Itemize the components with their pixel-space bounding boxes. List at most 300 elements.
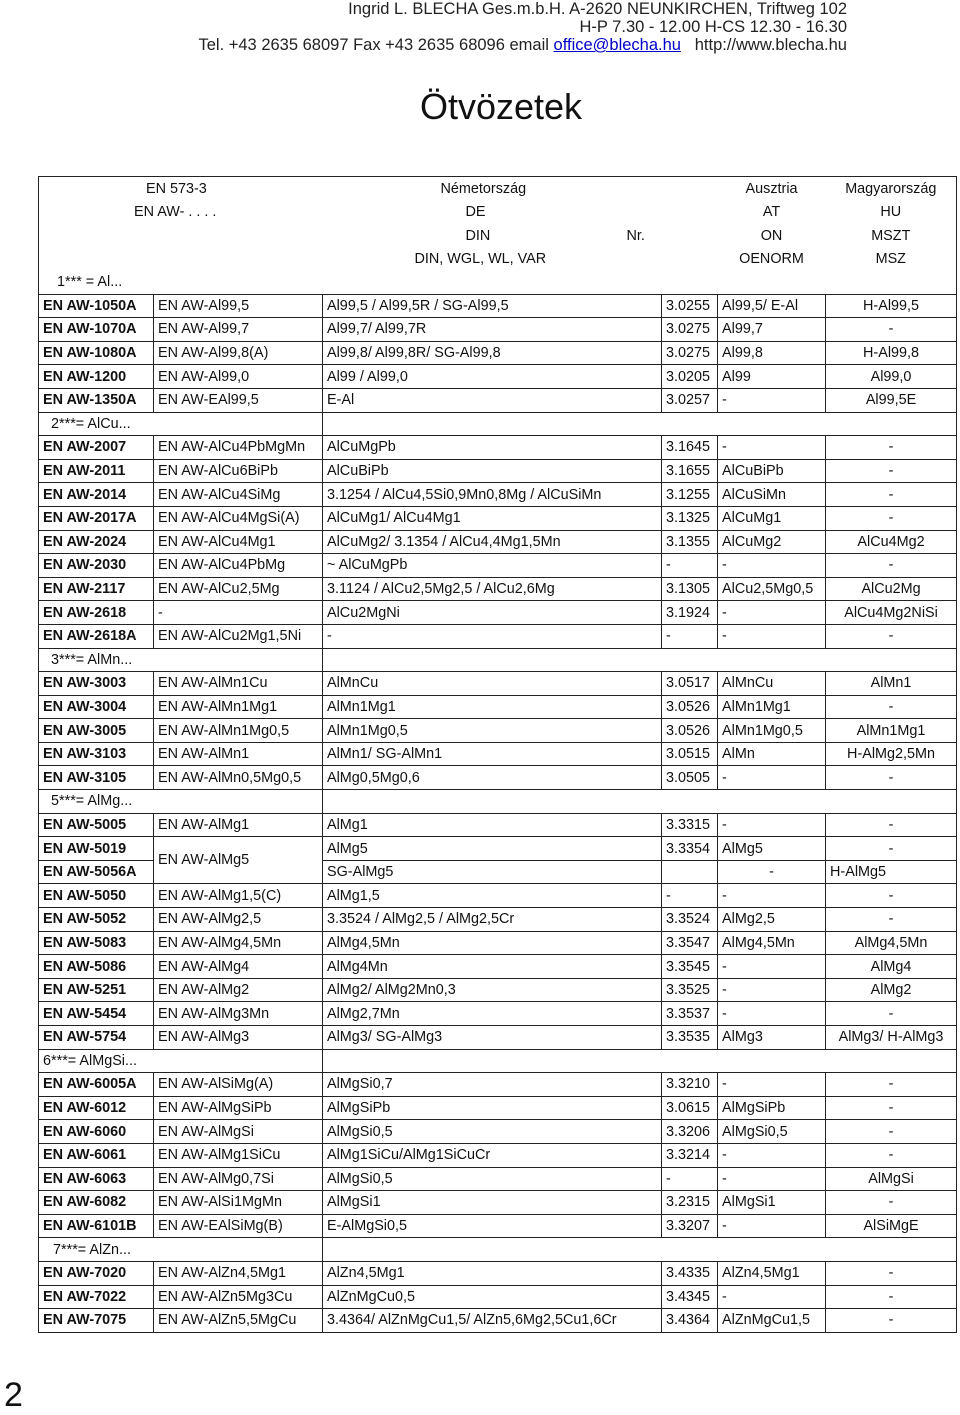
- group-row: [39, 648, 957, 672]
- table-row: [39, 742, 957, 766]
- table-cell: EN AW-AlMgSi: [154, 1120, 323, 1144]
- table-cell: EN AW-1050A: [39, 294, 154, 318]
- table-cell: EN AW-AlCu2Mg1,5Ni: [154, 624, 323, 648]
- col-header-at-code: AT: [762, 204, 781, 221]
- page-number: 2: [4, 1376, 23, 1414]
- table-cell: 3.0255: [662, 294, 718, 318]
- table-cell: -: [718, 813, 826, 837]
- table-cell: EN AW-Al99,7: [154, 318, 323, 342]
- table-cell: 3.1325: [662, 506, 718, 530]
- table-cell: EN AW-1200: [39, 365, 154, 389]
- group-label: 1*** = Al...: [39, 271, 957, 294]
- table-row: [39, 624, 957, 648]
- table-cell: 3.3210: [662, 1073, 718, 1097]
- table-cell: AlMnCu: [323, 672, 662, 696]
- table-cell: EN AW-AlCu4SiMg: [154, 483, 323, 507]
- table-cell: EN AW-AlZn5,5MgCu: [154, 1309, 323, 1333]
- table-cell: EN AW-AlCu6BiPb: [154, 459, 323, 483]
- table-cell: AlCuMg1: [718, 506, 826, 530]
- table-row: [39, 1073, 957, 1097]
- table-cell: H-Al99,5: [826, 294, 957, 318]
- group-label: 6***= AlMgSi...: [39, 1049, 323, 1073]
- table-row: [39, 719, 957, 743]
- table-cell: EN AW-6061: [39, 1143, 154, 1167]
- table-row: [39, 1309, 957, 1333]
- table-cell: -: [826, 695, 957, 719]
- table-row: [39, 1002, 957, 1026]
- table-row: [39, 813, 957, 837]
- table-row: [39, 1026, 957, 1050]
- table-cell: -: [718, 1214, 826, 1238]
- table-cell: EN AW-AlMn1Mg1: [154, 695, 323, 719]
- table-cell: EN AW-5086: [39, 955, 154, 979]
- table-cell: AlMg4,5Mn: [718, 931, 826, 955]
- group-row: [39, 790, 957, 814]
- table-cell: EN AW-AlMn1Cu: [154, 672, 323, 696]
- table-cell: EN AW-AlMg1,5(C): [154, 884, 323, 908]
- table-cell: EN AW-AlCu4Mg1: [154, 530, 323, 554]
- table-cell: EN AW-AlCu2,5Mg: [154, 577, 323, 601]
- table-cell: AlMg0,5Mg0,6: [323, 766, 662, 790]
- table-cell: EN AW-EAl99,5: [154, 388, 323, 412]
- table-cell: Al99,5E: [826, 388, 957, 412]
- table-cell: 3.1124 / AlCu2,5Mg2,5 / AlCu2,6Mg: [323, 577, 662, 601]
- table-cell: -: [826, 884, 957, 908]
- header-row-1: [39, 177, 957, 201]
- table-row: [39, 436, 957, 460]
- table-cell: AlMgSiPb: [323, 1096, 662, 1120]
- table-cell: -: [718, 978, 826, 1002]
- table-row: [39, 1285, 957, 1309]
- table-cell: Al99,0: [826, 365, 957, 389]
- table-cell: 3.0275: [662, 318, 718, 342]
- table-cell: -: [718, 884, 826, 908]
- table-cell: EN AW-AlSi1MgMn: [154, 1191, 323, 1215]
- table-cell: AlCu2Mg: [826, 577, 957, 601]
- table-cell: AlMgSi0,7: [323, 1073, 662, 1097]
- table-cell: AlMgSi0,5: [323, 1167, 662, 1191]
- table-cell: -: [826, 318, 957, 342]
- table-cell: -: [718, 554, 826, 578]
- table-row: [39, 1214, 957, 1238]
- col-header-hu: Magyarország: [826, 177, 957, 201]
- table-cell: AlMg4,5Mn: [323, 931, 662, 955]
- table-cell: EN AW-6060: [39, 1120, 154, 1144]
- table-cell: ~ AlCuMgPb: [323, 554, 662, 578]
- table-cell: EN AW-2011: [39, 459, 154, 483]
- table-cell: EN AW-AlMg4: [154, 955, 323, 979]
- table-cell: Al99,5 / Al99,5R / SG-Al99,5: [323, 294, 662, 318]
- table-cell: AlMn1Mg1: [718, 695, 826, 719]
- table-cell: 3.0615: [662, 1096, 718, 1120]
- table-cell: EN AW-2014: [39, 483, 154, 507]
- table-cell: EN AW-5050: [39, 884, 154, 908]
- opening-hours: H-P 7.30 - 12.00 H-CS 12.30 - 16.30: [579, 18, 847, 36]
- table-cell: EN AW-AlMg0,7Si: [154, 1167, 323, 1191]
- table-cell: 3.4364: [662, 1309, 718, 1333]
- col-header-at: Ausztria: [718, 177, 826, 201]
- table-cell: AlMgSi0,5: [718, 1120, 826, 1144]
- table-cell: EN AW-5005: [39, 813, 154, 837]
- table-cell: EN AW-3105: [39, 766, 154, 790]
- table-cell: 3.4335: [662, 1261, 718, 1285]
- table-cell: 3.1645: [662, 436, 718, 460]
- table-cell: EN AW-AlMn1Mg0,5: [154, 719, 323, 743]
- table-cell: AlCu2,5Mg0,5: [718, 577, 826, 601]
- table-cell: EN AW-2618: [39, 601, 154, 625]
- table-cell: EN AW-AlCu4PbMg: [154, 554, 323, 578]
- table-cell: EN AW-5251: [39, 978, 154, 1002]
- table-cell: -: [662, 624, 718, 648]
- table-cell: AlMnCu: [718, 672, 826, 696]
- table-cell: EN AW-3004: [39, 695, 154, 719]
- table-cell: 3.4345: [662, 1285, 718, 1309]
- table-cell: -: [826, 459, 957, 483]
- group-row: [39, 1238, 957, 1262]
- table-row: [39, 1120, 957, 1144]
- table-cell: 3.3537: [662, 1002, 718, 1026]
- table-cell: 3.0275: [662, 341, 718, 365]
- table-cell: EN AW-3003: [39, 672, 154, 696]
- col-header-msz: MSZ: [826, 248, 957, 272]
- table-cell: -: [718, 766, 826, 790]
- table-cell: -: [718, 1073, 826, 1097]
- table-cell: EN AW-2017A: [39, 506, 154, 530]
- col-header-en: EN 573-3: [39, 177, 323, 201]
- table-row: [39, 601, 957, 625]
- table-cell: Al99,8: [718, 341, 826, 365]
- table-cell: EN AW-AlCu4PbMgMn: [154, 436, 323, 460]
- table-cell: -: [826, 506, 957, 530]
- table-cell: EN AW-6005A: [39, 1073, 154, 1097]
- group-label: 7***= AlZn...: [39, 1238, 323, 1262]
- table-cell: EN AW-5083: [39, 931, 154, 955]
- table-cell: Al99 / Al99,0: [323, 365, 662, 389]
- table-cell: 3.0515: [662, 742, 718, 766]
- table-cell: AlMg3: [718, 1026, 826, 1050]
- table-cell: AlMg2: [826, 978, 957, 1002]
- table-row: [39, 884, 957, 908]
- table-cell: AlMg4Mn: [323, 955, 662, 979]
- table-cell: AlZnMgCu0,5: [323, 1285, 662, 1309]
- table-cell: AlSiMgE: [826, 1214, 957, 1238]
- table-cell: 3.0526: [662, 695, 718, 719]
- table-cell: -: [718, 601, 826, 625]
- table-cell: EN AW-AlZn5Mg3Cu: [154, 1285, 323, 1309]
- table-cell: EN AW-3103: [39, 742, 154, 766]
- table-cell: [662, 860, 718, 884]
- table-cell: H-AlMg5: [826, 860, 957, 884]
- table-cell: -: [826, 1096, 957, 1120]
- table-row: [39, 554, 957, 578]
- table-cell: -: [323, 624, 662, 648]
- table-row: [39, 365, 957, 389]
- table-cell: EN AW-AlMg2,5: [154, 908, 323, 932]
- table-cell: AlZn4,5Mg1: [323, 1261, 662, 1285]
- table-cell: -: [826, 1261, 957, 1285]
- table-cell: EN AW-6063: [39, 1167, 154, 1191]
- col-header-de-code: DE: [465, 204, 486, 221]
- table-cell: AlMg4: [826, 955, 957, 979]
- table-cell: Al99,7: [718, 318, 826, 342]
- page-title: Ötvözetek: [419, 86, 583, 127]
- table-cell: 3.3206: [662, 1120, 718, 1144]
- table-cell: EN AW-5019: [39, 837, 154, 861]
- table-cell: EN AW-AlMg4,5Mn: [154, 931, 323, 955]
- table-cell: -: [718, 860, 826, 884]
- table-cell: H-Al99,8: [826, 341, 957, 365]
- email-link[interactable]: office@blecha.hu: [553, 36, 681, 54]
- col-header-nr: Nr.: [626, 227, 645, 244]
- table-cell: EN AW-6012: [39, 1096, 154, 1120]
- table-row: [39, 341, 957, 365]
- table-row: [39, 1261, 957, 1285]
- table-cell: AlCuMg2/ 3.1354 / AlCu4,4Mg1,5Mn: [323, 530, 662, 554]
- table-cell: 3.1655: [662, 459, 718, 483]
- table-cell: EN AW-AlMgSiPb: [154, 1096, 323, 1120]
- table-row: [39, 318, 957, 342]
- table-cell: 3.3207: [662, 1214, 718, 1238]
- table-cell: EN AW-5454: [39, 1002, 154, 1026]
- table-row: [39, 695, 957, 719]
- table-cell: AlMn: [718, 742, 826, 766]
- table-cell: EN AW-7020: [39, 1261, 154, 1285]
- table-cell: AlMn1Mg1: [323, 695, 662, 719]
- table-cell: 3.3354: [662, 837, 718, 861]
- table-cell: 3.1355: [662, 530, 718, 554]
- table-cell: AlMgSi1: [718, 1191, 826, 1215]
- table-row: [39, 978, 957, 1002]
- table-cell: Al99,5/ E-Al: [718, 294, 826, 318]
- table-cell: -: [718, 1167, 826, 1191]
- table-cell: Al99: [718, 365, 826, 389]
- table-cell: AlMg4,5Mn: [826, 931, 957, 955]
- phone-fax: Tel. +43 2635 68097 Fax +43 2635 68096 email: [198, 36, 554, 54]
- group-label: 2***= AlCu...: [39, 412, 323, 436]
- header-row-4: [39, 248, 957, 272]
- table-cell: Al99,7/ Al99,7R: [323, 318, 662, 342]
- table-cell: AlMg2/ AlMg2Mn0,3: [323, 978, 662, 1002]
- table-cell: AlMg2,5: [718, 908, 826, 932]
- company-address: Ingrid L. BLECHA Ges.m.b.H. A-2620 NEUNKIRCHEN, Triftweg 102: [348, 0, 847, 18]
- col-header-enaw: EN AW- . . . .: [39, 201, 323, 225]
- table-cell: AlCuBiPb: [718, 459, 826, 483]
- table-cell: 3.3535: [662, 1026, 718, 1050]
- table-cell: -: [826, 1191, 957, 1215]
- table-cell: -: [826, 1309, 957, 1333]
- table-cell: E-Al: [323, 388, 662, 412]
- table-cell: AlMg3/ SG-AlMg3: [323, 1026, 662, 1050]
- table-row: [39, 931, 957, 955]
- table-cell: EN AW-AlMg5: [154, 837, 323, 884]
- table-cell: -: [826, 1073, 957, 1097]
- table-cell: 3.3214: [662, 1143, 718, 1167]
- table-cell: 3.0505: [662, 766, 718, 790]
- table-cell: -: [718, 1143, 826, 1167]
- table-cell: AlMg5: [718, 837, 826, 861]
- table-cell: -: [826, 766, 957, 790]
- table-row: [39, 577, 957, 601]
- table-row: [39, 1191, 957, 1215]
- table-row: [39, 388, 957, 412]
- table-cell: 3.0526: [662, 719, 718, 743]
- group-row-1: [39, 271, 957, 294]
- contact-line: [87, 36, 847, 54]
- table-cell: -: [662, 554, 718, 578]
- table-row: [39, 459, 957, 483]
- table-cell: -: [826, 624, 957, 648]
- table-cell: EN AW-AlMg3Mn: [154, 1002, 323, 1026]
- website-link[interactable]: http://www.blecha.hu: [694, 36, 847, 54]
- table-cell: -: [826, 1285, 957, 1309]
- table-row: [39, 506, 957, 530]
- table-cell: AlMgSiPb: [718, 1096, 826, 1120]
- table-cell: EN AW-1080A: [39, 341, 154, 365]
- table-row: [39, 955, 957, 979]
- table-cell: -: [826, 483, 957, 507]
- table-cell: 3.3315: [662, 813, 718, 837]
- table-cell: AlCu4Mg2NiSi: [826, 601, 957, 625]
- table-cell: EN AW-AlMn0,5Mg0,5: [154, 766, 323, 790]
- table-cell: -: [718, 388, 826, 412]
- table-cell: 3.3525: [662, 978, 718, 1002]
- table-cell: EN AW-5052: [39, 908, 154, 932]
- table-cell: AlCuMgPb: [323, 436, 662, 460]
- table-row: [39, 483, 957, 507]
- table-cell: 3.3524: [662, 908, 718, 932]
- table-cell: Al99,8/ Al99,8R/ SG-Al99,8: [323, 341, 662, 365]
- table-cell: 3.0517: [662, 672, 718, 696]
- table-cell: 3.0205: [662, 365, 718, 389]
- table-cell: -: [826, 1143, 957, 1167]
- table-cell: -: [718, 955, 826, 979]
- table-cell: EN AW-5056A: [39, 860, 154, 884]
- table-row: [39, 672, 957, 696]
- col-header-din-wgl: DIN, WGL, WL, VAR: [414, 251, 547, 268]
- company-header: [87, 0, 847, 54]
- table-cell: EN AW-6082: [39, 1191, 154, 1215]
- header-row-2: [39, 201, 957, 225]
- group-label: 5***= AlMg...: [39, 790, 323, 814]
- table-cell: -: [826, 1002, 957, 1026]
- table-cell: 3.3524 / AlMg2,5 / AlMg2,5Cr: [323, 908, 662, 932]
- table-cell: EN AW-AlZn4,5Mg1: [154, 1261, 323, 1285]
- table-cell: EN AW-7075: [39, 1309, 154, 1333]
- table-cell: -: [826, 554, 957, 578]
- table-cell: EN AW-2007: [39, 436, 154, 460]
- table-cell: AlMgSi1: [323, 1191, 662, 1215]
- table-cell: EN AW-6101B: [39, 1214, 154, 1238]
- table-cell: EN AW-EAlSiMg(B): [154, 1214, 323, 1238]
- table-cell: EN AW-AlMn1: [154, 742, 323, 766]
- table-cell: -: [826, 908, 957, 932]
- table-cell: AlMg1: [323, 813, 662, 837]
- table-cell: AlMgSi: [826, 1167, 957, 1191]
- table-cell: AlMg2,7Mn: [323, 1002, 662, 1026]
- table-cell: AlCuMg2: [718, 530, 826, 554]
- table-cell: EN AW-2030: [39, 554, 154, 578]
- table-cell: AlZn4,5Mg1: [718, 1261, 826, 1285]
- table-cell: 3.1255: [662, 483, 718, 507]
- table-row: [39, 1096, 957, 1120]
- table-cell: EN AW-3005: [39, 719, 154, 743]
- table-cell: AlCuMg1/ AlCu4Mg1: [323, 506, 662, 530]
- table-cell: -: [718, 624, 826, 648]
- table-cell: AlCu2MgNi: [323, 601, 662, 625]
- table-cell: -: [826, 813, 957, 837]
- table-cell: EN AW-2618A: [39, 624, 154, 648]
- col-header-on: ON: [760, 227, 783, 244]
- table-cell: -: [154, 601, 323, 625]
- table-cell: SG-AlMg5: [323, 860, 662, 884]
- table-cell: -: [662, 1167, 718, 1191]
- table-cell: 3.3547: [662, 931, 718, 955]
- table-cell: -: [826, 837, 957, 861]
- col-header-mszt: MSZT: [826, 224, 957, 248]
- table-cell: -: [826, 1120, 957, 1144]
- table-cell: EN AW-Al99,5: [154, 294, 323, 318]
- alloy-table: [38, 176, 957, 1333]
- table-cell: AlMn1/ SG-AlMn1: [323, 742, 662, 766]
- table-cell: -: [826, 436, 957, 460]
- table-cell: E-AlMgSi0,5: [323, 1214, 662, 1238]
- table-cell: -: [718, 436, 826, 460]
- table-row: [39, 1167, 957, 1191]
- table-row: [39, 530, 957, 554]
- table-cell: 3.4364/ AlZnMgCu1,5/ AlZn5,6Mg2,5Cu1,6Cr: [323, 1309, 662, 1333]
- table-cell: EN AW-AlMg1: [154, 813, 323, 837]
- table-cell: EN AW-AlMg2: [154, 978, 323, 1002]
- table-cell: EN AW-2024: [39, 530, 154, 554]
- table-cell: AlCuBiPb: [323, 459, 662, 483]
- table-cell: 3.3545: [662, 955, 718, 979]
- table-row: [39, 837, 957, 861]
- table-cell: EN AW-7022: [39, 1285, 154, 1309]
- table-cell: AlCu4Mg2: [826, 530, 957, 554]
- table-row: [39, 766, 957, 790]
- table-cell: H-AlMg2,5Mn: [826, 742, 957, 766]
- table-cell: 3.1305: [662, 577, 718, 601]
- table-cell: AlMn1Mg0,5: [323, 719, 662, 743]
- table-cell: -: [718, 1002, 826, 1026]
- table-cell: AlMn1Mg1: [826, 719, 957, 743]
- header-row-3: [39, 224, 957, 248]
- table-cell: -: [718, 1285, 826, 1309]
- table-cell: AlMg3/ H-AlMg3: [826, 1026, 957, 1050]
- table-row: [39, 1143, 957, 1167]
- table-cell: 3.0257: [662, 388, 718, 412]
- col-header-oenorm: OENORM: [739, 251, 804, 268]
- col-header-din: DIN: [465, 227, 491, 244]
- table-cell: -: [662, 884, 718, 908]
- group-row: [39, 412, 957, 436]
- col-header-de: Németország: [323, 177, 718, 201]
- table-row: [39, 908, 957, 932]
- table-cell: AlMgSi0,5: [323, 1120, 662, 1144]
- table-cell: EN AW-AlCu4MgSi(A): [154, 506, 323, 530]
- table-cell: AlMn1Mg0,5: [718, 719, 826, 743]
- table-cell: EN AW-1070A: [39, 318, 154, 342]
- table-cell: EN AW-AlSiMg(A): [154, 1073, 323, 1097]
- table-cell: AlMn1: [826, 672, 957, 696]
- table-cell: 3.1254 / AlCu4,5Si0,9Mn0,8Mg / AlCuSiMn: [323, 483, 662, 507]
- table-cell: EN AW-Al99,8(A): [154, 341, 323, 365]
- col-header-hu-code: HU: [826, 201, 957, 225]
- table-cell: AlCuSiMn: [718, 483, 826, 507]
- table-cell: EN AW-2117: [39, 577, 154, 601]
- group-label: 3***= AlMn...: [39, 648, 323, 672]
- table-cell: AlMg1SiCu/AlMg1SiCuCr: [323, 1143, 662, 1167]
